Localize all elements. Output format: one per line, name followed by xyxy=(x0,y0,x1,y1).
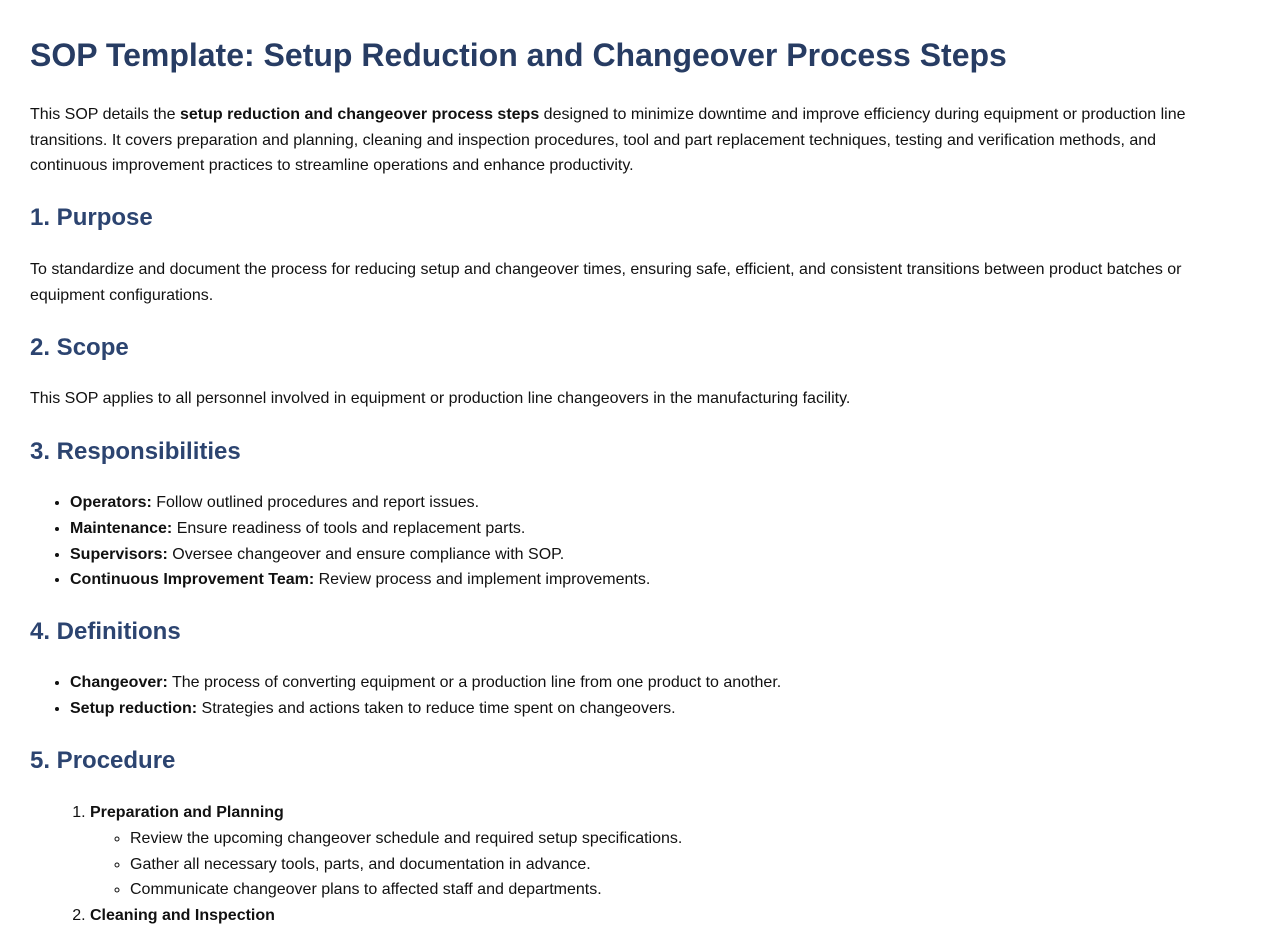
list-item: ◦ Review the upcoming changeover schedule and required setup specifications. xyxy=(130,826,682,852)
list-item-term: Setup reduction: xyxy=(70,699,198,717)
purpose-text: To standardize and document the process for reducing setup and changeover times, ensuring safe, efficient, and consistent transitions between product batches or equipment configurations. xyxy=(30,261,1182,304)
scope-text: This SOP applies to all personnel involved in equipment or production line changeovers in the manufacturing facility. xyxy=(30,390,851,407)
list-item-term: Operators: xyxy=(70,494,152,511)
section-heading-procedure: 5. Procedure xyxy=(30,747,176,774)
list-item: ◦ Gather all necessary tools, parts, and documentation in advance. xyxy=(130,852,682,878)
list-item-term: Continuous Improvement Team: xyxy=(70,571,315,589)
intro-text-start: This SOP details the xyxy=(30,106,180,123)
procedure-step xyxy=(90,903,682,929)
list-item xyxy=(70,696,781,722)
list-item-desc: Follow outlined procedures and report issues. xyxy=(151,494,480,511)
list-item xyxy=(70,516,650,542)
procedure-step-title: Preparation and Planning xyxy=(90,804,284,821)
list-item-term: Changeover: xyxy=(70,674,168,691)
list-item-term: Supervisors: xyxy=(70,545,168,563)
intro-emphasis: setup reduction and changeover process steps xyxy=(180,106,540,123)
list-item xyxy=(70,567,650,593)
procedure-step xyxy=(90,800,682,903)
list-item xyxy=(70,542,650,568)
list-item: ◦ Communicate changeover plans to affected staff and departments. xyxy=(130,877,682,903)
intro-paragraph xyxy=(30,102,1210,179)
page-title: SOP Template: Setup Reduction and Changeover Process Steps xyxy=(30,37,1007,73)
list-item-desc: Ensure readiness of tools and replacement parts. xyxy=(172,519,526,537)
section-heading-responsibilities: 3. Responsibilities xyxy=(30,438,241,465)
section-heading-definitions: 4. Definitions xyxy=(30,618,181,645)
list-item-desc: Strategies and actions taken to reduce time spent on changeovers. xyxy=(197,699,676,717)
procedure-step-title: Cleaning and Inspection xyxy=(90,907,275,925)
definitions-list xyxy=(30,670,781,722)
list-item-desc: The process of converting equipment or a production line from one product to another. xyxy=(167,674,782,691)
list-item xyxy=(70,670,781,696)
procedure-steps xyxy=(30,800,682,929)
list-item-desc: Oversee changeover and ensure compliance with SOP. xyxy=(167,545,565,563)
list-item-term: Maintenance: xyxy=(70,519,173,537)
list-item xyxy=(70,490,650,516)
responsibilities-list xyxy=(30,490,650,593)
section-heading-purpose: 1. Purpose xyxy=(30,204,153,231)
intro-text-end: designed to minimize downtime and improve efficiency during equipment or production line transitions. It covers preparation and planning, cleaning and inspection procedures, tool and part replacement techniques, testing and verification methods, and continuous improvement practices to streamline operations and enhance productivity. xyxy=(30,106,1186,174)
procedure-substeps xyxy=(90,826,682,903)
section-heading-scope: 2. Scope xyxy=(30,334,129,361)
list-item-desc: Review process and implement improvements. xyxy=(314,571,651,589)
